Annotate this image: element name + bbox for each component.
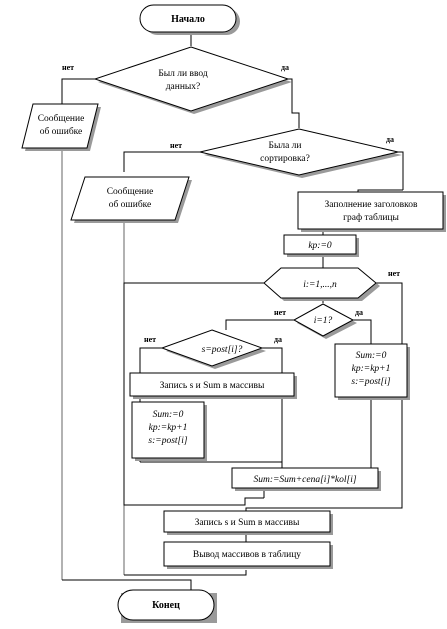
record-1-label: Запись s и Sum в массивы — [159, 381, 265, 391]
init-block-right — [335, 344, 410, 400]
connectors — [62, 33, 403, 590]
decision-i1-yes: да — [355, 308, 364, 317]
kp-init-block — [284, 235, 359, 257]
decision-s-no: нет — [144, 335, 157, 344]
decision-input-line2: данных? — [165, 82, 201, 92]
fill-headers-block — [298, 192, 446, 232]
decision-input-yes: да — [281, 63, 290, 72]
decision-i1 — [274, 304, 363, 339]
decision-sort-no: нет — [170, 141, 183, 150]
kp-init-label: kp:=0 — [308, 241, 332, 251]
decision-s — [144, 330, 282, 369]
start-terminator — [140, 5, 240, 35]
loop-exit-label: нет — [388, 269, 401, 278]
start-label: Начало — [171, 14, 205, 25]
block-left-line2: kp:=kp+1 — [148, 423, 188, 433]
fill-headers-line1: Заполнение заголовков — [324, 200, 418, 210]
output-table-label: Вывод массивов в таблицу — [192, 550, 302, 560]
loop-block — [264, 268, 400, 301]
output-table-block — [164, 542, 333, 569]
error-message-2-line1: Сообщение — [106, 187, 154, 197]
decision-sort-line1: Была ли — [268, 141, 302, 151]
init-block-left — [132, 402, 207, 461]
error-message-2 — [71, 177, 192, 223]
block-left-line1: Sum:=0 — [152, 410, 184, 420]
fill-headers-line2: граф таблицы — [343, 213, 399, 223]
block-right-line3: s:=post[i] — [351, 377, 391, 387]
record-block-1 — [130, 373, 297, 399]
block-left-line3: s:=post[i] — [148, 436, 188, 446]
end-label: Конец — [152, 600, 180, 611]
record-block-2 — [164, 511, 333, 535]
decision-s-yes: да — [274, 335, 283, 344]
block-right-line2: kp:=kp+1 — [351, 364, 391, 374]
error-message-1 — [22, 104, 101, 151]
sum-update-label: Sum:=Sum+cena[i]*kol[i] — [253, 475, 357, 485]
decision-i1-label: i=1? — [313, 316, 333, 326]
error-message-1-line2: об ошибке — [39, 127, 83, 137]
error-message-1-line1: Сообщение — [37, 114, 85, 124]
decision-sort-line2: сортировка? — [260, 154, 310, 164]
decision-s-label: s=post[i]? — [201, 345, 243, 355]
error-message-2-line2: об ошибке — [108, 200, 152, 210]
decision-input-no: нет — [62, 63, 75, 72]
decision-i1-no: нет — [274, 308, 287, 317]
record-2-label: Запись s и Sum в массивы — [194, 518, 300, 528]
end-terminator — [118, 590, 217, 623]
decision-input-line1: Был ли ввод — [158, 69, 208, 79]
loop-label: i:=1,...,n — [303, 280, 337, 290]
decision-sort — [170, 129, 402, 178]
sum-update-block — [232, 468, 381, 491]
block-right-line1: Sum:=0 — [355, 351, 387, 361]
decision-sort-yes: да — [386, 135, 395, 144]
